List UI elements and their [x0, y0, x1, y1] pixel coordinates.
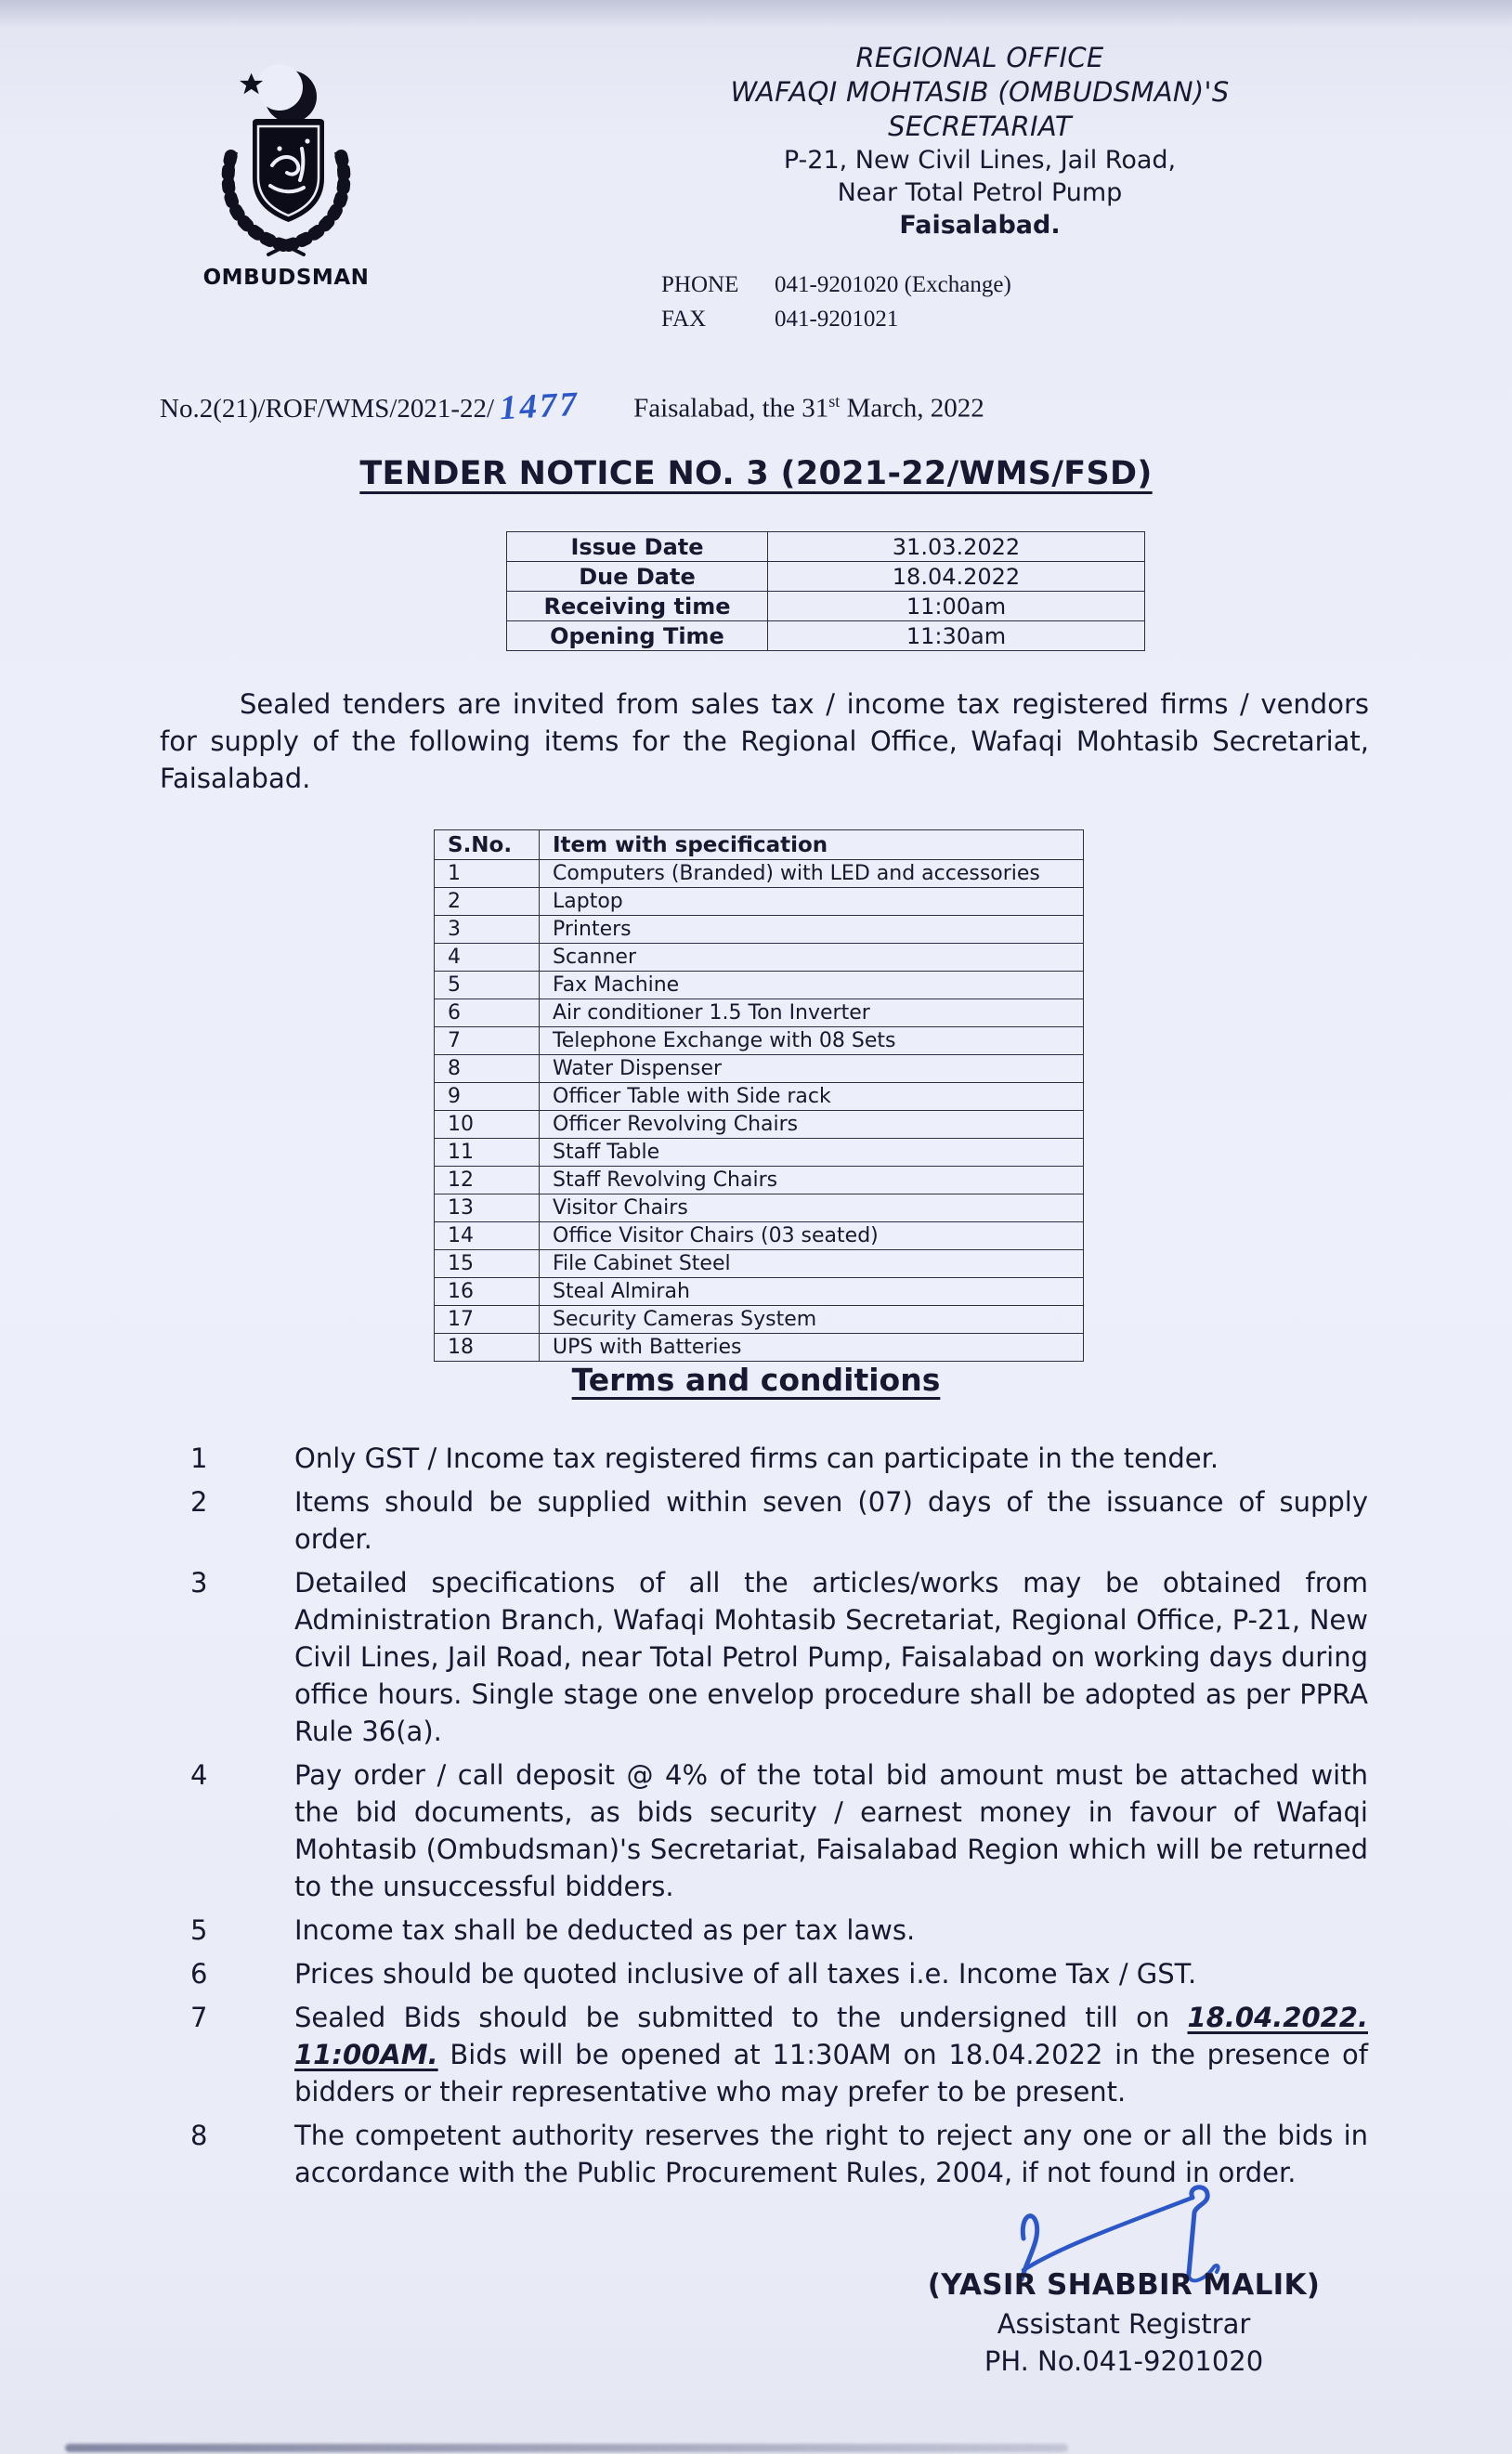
item-row — [435, 888, 1084, 916]
term-item — [190, 1564, 1368, 1750]
handwritten-dispatch-number: 1477 — [499, 385, 581, 428]
item-row — [435, 1222, 1084, 1250]
item-name-cell: Steal Almirah — [540, 1278, 1084, 1306]
contact-block — [661, 268, 1011, 336]
signatory-block — [854, 2265, 1393, 2380]
term-text-pre: Prices should be quoted inclusive of all taxes i.e. Income Tax / GST. — [294, 1958, 1197, 1990]
terms-list — [190, 1440, 1368, 2198]
fax-row — [661, 302, 1011, 336]
term-text-pre: Sealed Bids should be submitted to the undersigned till on — [294, 2002, 1188, 2033]
term-item — [190, 1999, 1368, 2110]
item-sno-cell: 1 — [435, 860, 540, 888]
term-number: 1 — [190, 1442, 208, 1474]
term-text — [294, 1756, 1368, 1905]
phone-value: 041-9201020 (Exchange) — [775, 272, 1011, 297]
item-sno-cell: 13 — [435, 1194, 540, 1222]
office-name-line2: WAFAQI MOHTASIB (OMBUDSMAN)'S — [730, 76, 1230, 108]
item-row — [435, 916, 1084, 944]
ombudsman-emblem-logo — [198, 63, 374, 258]
term-text-pre: Detailed specifications of all the articles/works may be obtained from Administration Branch, Wafaqi Mohtasib Secretariat, Regional Office, P-21, New Civil Lines, Jail Road, near Total Petrol Pump, Faisalabad on working days during office hours. Single stage one envelop procedure shall be adopted as per PPRA Rule 36(a). — [294, 1567, 1368, 1747]
signatory-name: (YASIR SHABBIR MALIK) — [927, 2268, 1321, 2302]
term-text-pre: Pay order / call deposit @ 4% of the total bid amount must be attached with the bid documents, as bids security / earnest money in favour of Wafaqi Mohtasib (Ombudsman)'s Secretariat, Faisalabad Region which will be returned to the unsuccessful bidders. — [294, 1759, 1368, 1902]
office-name-line3: SECRETARIAT — [888, 111, 1072, 142]
phone-label: PHONE — [661, 272, 739, 297]
item-name-cell: Printers — [540, 916, 1084, 944]
term-text-pre: The competent authority reserves the right to reject any one or all the bids in accordance with the Public Procurement Rules, 2004, if not found in order. — [294, 2120, 1368, 2188]
item-sno-cell: 16 — [435, 1278, 540, 1306]
term-text — [294, 1564, 1368, 1750]
term-item — [190, 1440, 1368, 1477]
ombudsman-emblem-icon — [198, 63, 374, 258]
schedule-label-cell: Opening Time — [507, 621, 768, 651]
schedule-label-cell: Issue Date — [507, 532, 768, 562]
item-sno-cell: 10 — [435, 1111, 540, 1139]
term-text-pre: Income tax shall be deducted as per tax laws. — [294, 1914, 916, 1946]
term-text-pre: Items should be supplied within seven (07) days of the issuance of supply order. — [294, 1486, 1368, 1555]
item-name-cell: Officer Revolving Chairs — [540, 1111, 1084, 1139]
item-row — [435, 1278, 1084, 1306]
item-sno-cell: 9 — [435, 1083, 540, 1111]
item-row — [435, 972, 1084, 999]
item-sno-cell: 4 — [435, 944, 540, 972]
schedule-value-cell: 11:30am — [768, 621, 1145, 651]
schedule-value-cell: 11:00am — [768, 592, 1145, 621]
term-item — [190, 2117, 1368, 2191]
signatory-phone: PH. No.041-9201020 — [984, 2345, 1264, 2377]
term-item — [190, 1483, 1368, 1558]
term-number: 8 — [190, 2120, 208, 2151]
schedule-row — [507, 532, 1145, 562]
item-sno-cell: 8 — [435, 1055, 540, 1083]
items-header-item: Item with specification — [540, 830, 1084, 860]
date-text: Faisalabad, the 31 — [633, 394, 829, 424]
address-line1: P-21, New Civil Lines, Jail Road, — [783, 146, 1177, 175]
item-row — [435, 944, 1084, 972]
date-text-rest: March, 2022 — [840, 394, 984, 424]
schedule-value-cell: 31.03.2022 — [768, 532, 1145, 562]
items-table-body — [435, 830, 1084, 860]
address-line2: Near Total Petrol Pump — [837, 178, 1123, 207]
item-row — [435, 1139, 1084, 1167]
item-row — [435, 1083, 1084, 1111]
item-sno-cell: 3 — [435, 916, 540, 944]
item-name-cell: Water Dispenser — [540, 1055, 1084, 1083]
item-sno-cell: 15 — [435, 1250, 540, 1278]
item-name-cell: UPS with Batteries — [540, 1334, 1084, 1362]
item-name-cell: Security Cameras System — [540, 1306, 1084, 1334]
schedule-label-cell: Due Date — [507, 562, 768, 592]
scan-edge-artifact-top — [0, 0, 1512, 28]
item-row — [435, 999, 1084, 1027]
fax-value: 041-9201021 — [775, 307, 899, 332]
items-table-rows — [435, 860, 1084, 1362]
term-text — [294, 1483, 1368, 1558]
schedule-row — [507, 621, 1145, 651]
term-text — [294, 1955, 1368, 1992]
place-and-date — [633, 392, 984, 424]
item-sno-cell: 7 — [435, 1027, 540, 1055]
term-item — [190, 1756, 1368, 1905]
items-table — [434, 829, 1084, 1362]
ombudsman-caption: OMBUDSMAN — [202, 266, 370, 290]
item-name-cell: Visitor Chairs — [540, 1194, 1084, 1222]
item-name-cell: Staff Revolving Chairs — [540, 1167, 1084, 1194]
reference-row — [160, 386, 1386, 426]
term-item — [190, 1912, 1368, 1949]
office-name-line1: REGIONAL OFFICE — [855, 42, 1104, 73]
term-text-emphasis: 18.04.2022. 11:00AM. — [294, 2002, 1368, 2070]
term-text — [294, 1440, 1368, 1477]
tender-schedule-table — [506, 531, 1145, 651]
item-row — [435, 1194, 1084, 1222]
item-name-cell: Staff Table — [540, 1139, 1084, 1167]
item-name-cell: Air conditioner 1.5 Ton Inverter — [540, 999, 1084, 1027]
item-sno-cell: 12 — [435, 1167, 540, 1194]
item-sno-cell: 17 — [435, 1306, 540, 1334]
date-ordinal-suffix: st — [828, 392, 841, 411]
schedule-label-cell: Receiving time — [507, 592, 768, 621]
item-name-cell: Laptop — [540, 888, 1084, 916]
reference-number: No.2(21)/ROF/WMS/2021-22/ — [160, 394, 495, 424]
item-row — [435, 1250, 1084, 1278]
signatory-designation: Assistant Registrar — [997, 2308, 1251, 2340]
item-sno-cell: 5 — [435, 972, 540, 999]
item-sno-cell: 14 — [435, 1222, 540, 1250]
item-name-cell: Officer Table with Side rack — [540, 1083, 1084, 1111]
terms-heading: Terms and conditions — [571, 1362, 941, 1398]
term-number: 5 — [190, 1914, 208, 1946]
intro-paragraph: Sealed tenders are invited from sales tax / income tax registered firms / vendors for supply of the following items for the Regional Office, Wafaqi Mohtasib Secretariat, Faisalabad. — [160, 688, 1369, 794]
letterhead — [576, 41, 1384, 242]
item-row — [435, 1055, 1084, 1083]
term-text — [294, 1999, 1368, 2110]
item-name-cell: Telephone Exchange with 08 Sets — [540, 1027, 1084, 1055]
item-sno-cell: 6 — [435, 999, 540, 1027]
schedule-table-body — [507, 532, 1145, 651]
term-text-post: Bids will be opened at 11:30AM on 18.04.2022 in the presence of bidders or their representative who may prefer to be present. — [294, 2039, 1368, 2108]
term-item — [190, 1955, 1368, 1992]
term-text — [294, 1912, 1368, 1949]
item-row — [435, 1027, 1084, 1055]
page-title: TENDER NOTICE NO. 3 (2021-22/WMS/FSD) — [359, 455, 1153, 492]
items-table-header-row — [435, 830, 1084, 860]
address-city: Faisalabad. — [899, 211, 1061, 240]
schedule-row — [507, 562, 1145, 592]
item-name-cell: Computers (Branded) with LED and accessories — [540, 860, 1084, 888]
term-number: 7 — [190, 2002, 208, 2033]
term-number: 3 — [190, 1567, 208, 1599]
item-row — [435, 1111, 1084, 1139]
term-text-pre: Only GST / Income tax registered firms can participate in the tender. — [294, 1442, 1219, 1474]
schedule-value-cell: 18.04.2022 — [768, 562, 1145, 592]
item-sno-cell: 11 — [435, 1139, 540, 1167]
item-name-cell: Office Visitor Chairs (03 seated) — [540, 1222, 1084, 1250]
item-row — [435, 1306, 1084, 1334]
item-row — [435, 1334, 1084, 1362]
scan-edge-artifact-bottom — [65, 2444, 1068, 2452]
item-sno-cell: 18 — [435, 1334, 540, 1362]
phone-row — [661, 268, 1011, 302]
items-header-sno: S.No. — [435, 830, 540, 860]
term-text — [294, 2117, 1368, 2191]
item-name-cell: Fax Machine — [540, 972, 1084, 999]
item-row — [435, 1167, 1084, 1194]
fax-label: FAX — [661, 307, 707, 332]
term-number: 2 — [190, 1486, 208, 1518]
item-name-cell: File Cabinet Steel — [540, 1250, 1084, 1278]
term-number: 4 — [190, 1759, 208, 1791]
item-sno-cell: 2 — [435, 888, 540, 916]
schedule-row — [507, 592, 1145, 621]
item-row — [435, 860, 1084, 888]
term-number: 6 — [190, 1958, 208, 1990]
item-name-cell: Scanner — [540, 944, 1084, 972]
